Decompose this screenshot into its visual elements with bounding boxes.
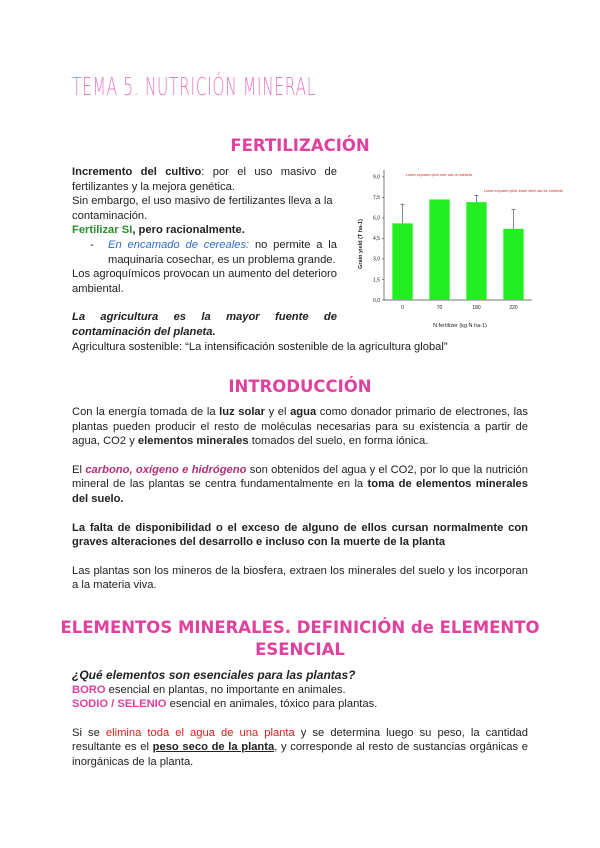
elementos-heading <box>0 617 600 661</box>
peso-b: elimina toda el agua de una planta <box>105 726 295 739</box>
fert-l5-rest: , pero racionalmente. <box>132 224 245 237</box>
peso-a: Si se <box>72 726 106 739</box>
intro-p1-l3c: tomados del suelo, en forma iónica. <box>248 435 429 448</box>
chart-x-tick-label: 220 <box>509 305 518 311</box>
chart-bars <box>392 195 523 300</box>
agricultura-sostenible: Agricultura sostenible: “La intensificación sostenible de la agricultura global” <box>72 341 448 353</box>
chart-ylabel: Grain yield (T ha-1) <box>358 219 364 269</box>
chart-x-tick-label: 0 <box>401 305 404 311</box>
chart-bar <box>429 199 449 300</box>
peso-l1 <box>72 726 528 741</box>
fert-line-4: contaminación. <box>72 209 148 222</box>
chart-xlabel: N fertilizer (kg N ha-1) <box>433 323 487 329</box>
sodio-line <box>72 697 528 712</box>
peso-l2a: resultante es el <box>72 741 153 754</box>
intro-p1-c: y el <box>265 406 291 418</box>
sodio-label: SODIO / SELENIO <box>72 698 167 711</box>
fert-line-3: Sin embargo, el uso masivo de fertilizantes lleva a la <box>72 195 333 208</box>
elementos-question: ¿Qué elementos son esenciales para las plantas? <box>72 668 356 682</box>
intro-p1-a: Con la energía tomada de la <box>72 406 220 418</box>
fert-line-5 <box>72 223 337 238</box>
intro-p2-a: El <box>72 463 86 476</box>
elementos-heading-l1: ELEMENTOS MINERALES. DEFINICIÓN de ELEMENTO <box>60 618 540 637</box>
intro-p1-l2: plantas pueden producir el resto de moléculas necesarias para su existencia a partir de <box>72 420 528 433</box>
chart-y-tick-label: 1,5 <box>373 277 380 284</box>
intro-text <box>72 405 528 593</box>
chart-y-tick-label: 3,0 <box>373 256 380 263</box>
intro-p2-l1 <box>72 463 528 478</box>
peso-l2c: , y corresponde al resto de sustancias orgánicas e <box>274 741 528 754</box>
chart-y-tick-label: 9,0 <box>373 174 380 181</box>
sodio-rest: esencial en animales, tóxico para plantas. <box>166 698 378 711</box>
chart-x-tick-label: 70 <box>436 305 443 311</box>
fert-line-1 <box>72 165 337 180</box>
fert-line-6: Los agroquímicos provocan un aumento del deterioro <box>72 268 337 281</box>
elementos-heading-l2: ESENCIAL <box>255 640 345 659</box>
intro-p1-e: como donador primario de electrones, las <box>316 406 528 418</box>
peso-c: y se determina luego su peso, la cantidad <box>294 726 528 739</box>
fert-bullet <box>72 238 337 267</box>
fert-bullet-line-2: maquinaria cosechar, es un problema grande. <box>108 253 336 266</box>
boro-line <box>72 683 528 698</box>
chart-annotation-2: Lower exposed yield, lower shell use for nutrients <box>484 189 563 193</box>
fertilizacion-heading: FERTILIZACIÓN <box>230 136 370 155</box>
fert-line-7: ambiental. <box>72 282 124 295</box>
intro-p2-b: carbono, oxígeno e hidrógeno <box>85 463 247 476</box>
bullet-dash: - <box>90 238 94 251</box>
chart-y-tick-label: 7,5 <box>373 195 380 202</box>
intro-p4-l1: Las plantas son los mineros de la biosfera, extraen los minerales del suelo y los incorporan <box>72 564 528 577</box>
fert-l1-rest: : por el uso masivo de <box>201 166 337 178</box>
intro-p2-c: son obtenidos del agua y el CO2, por lo que la nutrición <box>246 463 528 476</box>
yield-chart <box>356 162 563 330</box>
chart-y-tick-label: 6,0 <box>373 215 380 222</box>
chart-x-tick-label: 180 <box>472 305 481 311</box>
intro-p1-d: agua <box>290 406 317 418</box>
introduccion-heading: INTRODUCCIÓN <box>228 377 372 396</box>
intro-p1-l3a: agua, CO2 y <box>72 435 138 448</box>
intro-p4-l2: a la materia viva. <box>72 579 157 592</box>
fertilizacion-text <box>72 165 337 296</box>
boro-label: BORO <box>72 683 106 696</box>
intro-p3-l1: La falta de disponibilidad o el exceso de alguno de ellos cursan normalmente con <box>72 521 528 534</box>
fert-line-2: fertilizantes y la mejora genética. <box>72 180 235 193</box>
chart-annotation-1: Lower exposed yield over use of nutrients <box>406 173 473 177</box>
intro-p2-l2a: mineral de las plantas se centra fundamentalmente en la <box>72 478 368 491</box>
fert-bullet-rest: no permite a la <box>249 238 337 251</box>
intro-p1-l1 <box>72 405 528 420</box>
intro-p1-b: luz solar <box>219 406 265 418</box>
fert-quote-line-2: contaminación del planeta. <box>72 325 216 338</box>
intro-p2-l3: del suelo. <box>72 492 124 505</box>
peso-l3: inorgánicas de la planta. <box>72 755 194 768</box>
fert-quote-line-1: La agricultura es la mayor fuente de <box>72 311 337 323</box>
intro-p1-l3 <box>72 434 528 449</box>
intro-p3-l2: graves alteraciones del desarrollo e incluso con la muerte de la planta <box>72 536 446 549</box>
chart-y-tick-label: 0,0 <box>373 297 380 304</box>
fert-l1-bold: Incremento del cultivo <box>72 166 202 178</box>
page-title: TEMA 5. NUTRICIÓN MINERAL <box>72 72 316 101</box>
elementos-text <box>72 668 528 770</box>
fert-quote <box>72 310 337 339</box>
intro-p2-l2b: toma de elementos minerales <box>367 478 528 491</box>
intro-p1-l3b: elementos minerales <box>137 435 249 448</box>
fert-bullet-line-1 <box>90 238 337 253</box>
chart-bar <box>392 223 412 300</box>
chart-bar <box>466 202 486 300</box>
chart-bar <box>503 229 523 300</box>
fert-bullet-blue: En encamado de cereales: <box>108 238 250 251</box>
fert-l5-green: Fertilizar SI <box>72 224 133 237</box>
intro-p2-l2 <box>72 477 528 492</box>
peso-l2b: peso seco de la planta <box>152 741 275 754</box>
boro-rest: esencial en plantas, no importante en animales. <box>105 683 346 696</box>
peso-l2 <box>72 740 528 755</box>
chart-y-tick-label: 4,5 <box>373 236 380 243</box>
